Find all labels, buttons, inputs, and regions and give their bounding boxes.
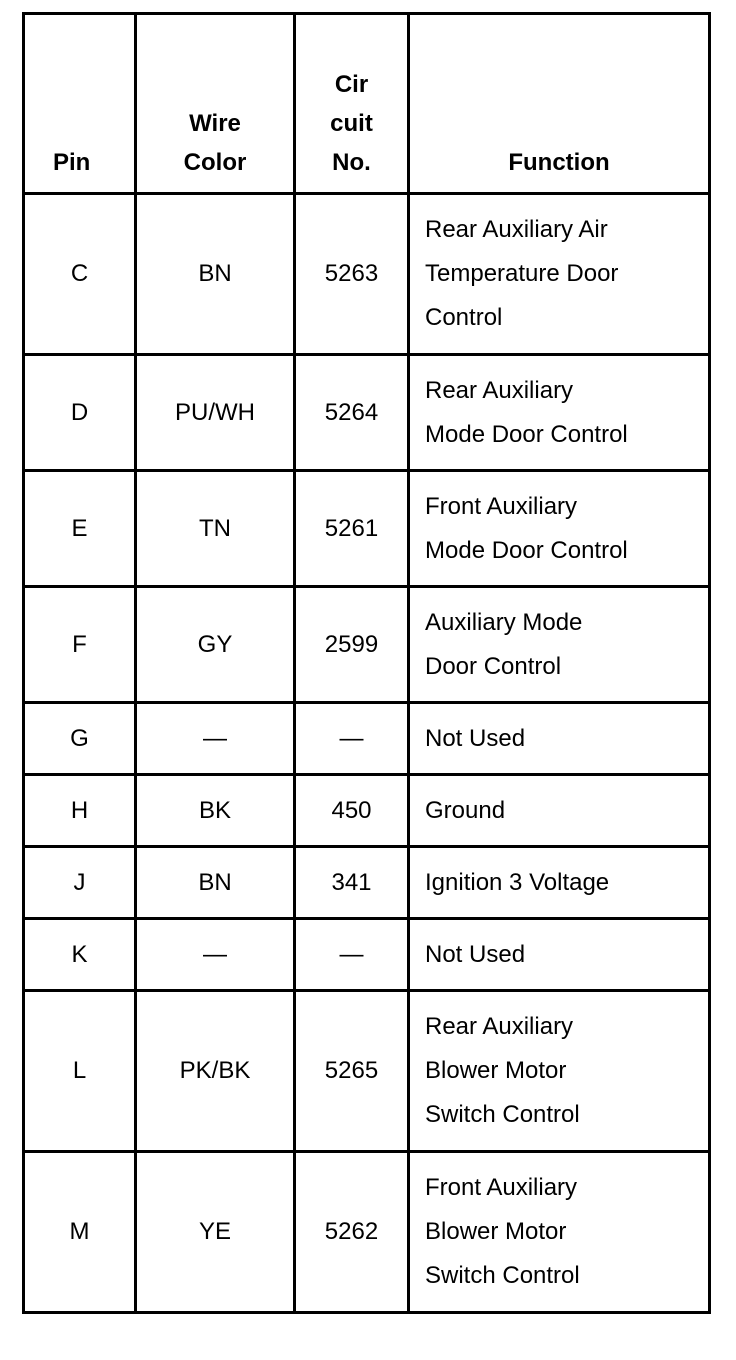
circuit-cell: 5261 [295, 471, 409, 587]
table-row [24, 847, 710, 919]
header-wire-color-line: Wire [189, 110, 241, 137]
header-pin-label: Pin [53, 149, 91, 176]
function-line: Door Control [425, 652, 562, 680]
pin-cell: H [24, 775, 136, 847]
table-row [24, 703, 710, 775]
function-line: Mode Door Control [425, 536, 628, 564]
function-line: Temperature Door [425, 260, 619, 287]
circuit-cell: 5264 [295, 355, 409, 471]
function-line: Not Used [425, 940, 526, 968]
pin-cell: K [24, 919, 136, 991]
function-line: Auxiliary Mode [425, 608, 583, 636]
function-cell [409, 587, 710, 703]
header-function-label: Function [508, 149, 610, 176]
header-circuit-no-line: Cir [334, 71, 369, 98]
function-line: Front Auxiliary [425, 1174, 578, 1201]
circuit-cell: 5265 [295, 991, 409, 1152]
function-line: Not Used [425, 724, 526, 752]
function-cell [409, 847, 710, 919]
function-line: Ground [425, 796, 506, 824]
circuit-cell: — [295, 703, 409, 775]
wire-color-cell: YE [136, 1152, 295, 1313]
wire-color-cell: BK [136, 775, 295, 847]
circuit-cell: 5263 [295, 194, 409, 355]
wire-color-cell: PU/WH [136, 355, 295, 471]
header-circuit-no-line: No. [332, 149, 371, 176]
pin-cell: D [24, 355, 136, 471]
circuit-cell: — [295, 919, 409, 991]
table-row [24, 355, 710, 471]
wire-color-cell: PK/BK [136, 991, 295, 1152]
function-cell [409, 194, 710, 355]
header-pin [24, 14, 136, 194]
circuit-cell: 341 [295, 847, 409, 919]
function-line: Mode Door Control [425, 420, 628, 448]
function-cell [409, 471, 710, 587]
wire-color-cell: GY [136, 587, 295, 703]
table-header-row [24, 14, 710, 194]
function-line: Blower Motor [425, 1057, 567, 1084]
pin-cell: M [24, 1152, 136, 1313]
circuit-cell: 450 [295, 775, 409, 847]
table-row [24, 919, 710, 991]
wire-color-cell: BN [136, 847, 295, 919]
function-line: Switch Control [425, 1262, 580, 1289]
function-cell [409, 991, 710, 1152]
header-circuit-no-line: cuit [330, 110, 373, 137]
function-line: Blower Motor [425, 1218, 567, 1245]
function-cell [409, 1152, 710, 1313]
table-row [24, 194, 710, 355]
wire-color-cell: TN [136, 471, 295, 587]
header-wire-color-line: Color [183, 149, 247, 176]
wire-color-cell: — [136, 703, 295, 775]
pin-cell: G [24, 703, 136, 775]
function-line: Ignition 3 Voltage [425, 868, 610, 896]
wire-color-cell: — [136, 919, 295, 991]
function-line: Switch Control [425, 1101, 580, 1128]
table-row [24, 1152, 710, 1313]
pin-cell: F [24, 587, 136, 703]
function-line: Front Auxiliary [425, 492, 578, 520]
function-line: Control [425, 304, 503, 331]
pin-cell: E [24, 471, 136, 587]
function-cell [409, 919, 710, 991]
header-circuit-no [295, 14, 409, 194]
header-function [409, 14, 710, 194]
circuit-cell: 5262 [295, 1152, 409, 1313]
table-row [24, 471, 710, 587]
pin-function-table [22, 12, 711, 1314]
function-cell [409, 355, 710, 471]
function-cell [409, 703, 710, 775]
wire-color-cell: BN [136, 194, 295, 355]
function-cell [409, 775, 710, 847]
table-row [24, 587, 710, 703]
pin-cell: C [24, 194, 136, 355]
pin-cell: J [24, 847, 136, 919]
function-line: Rear Auxiliary Air [425, 216, 608, 243]
function-line: Rear Auxiliary [425, 1013, 574, 1040]
table-row [24, 775, 710, 847]
table-row [24, 991, 710, 1152]
function-line: Rear Auxiliary [425, 376, 574, 404]
header-wire-color [136, 14, 295, 194]
pin-cell: L [24, 991, 136, 1152]
circuit-cell: 2599 [295, 587, 409, 703]
